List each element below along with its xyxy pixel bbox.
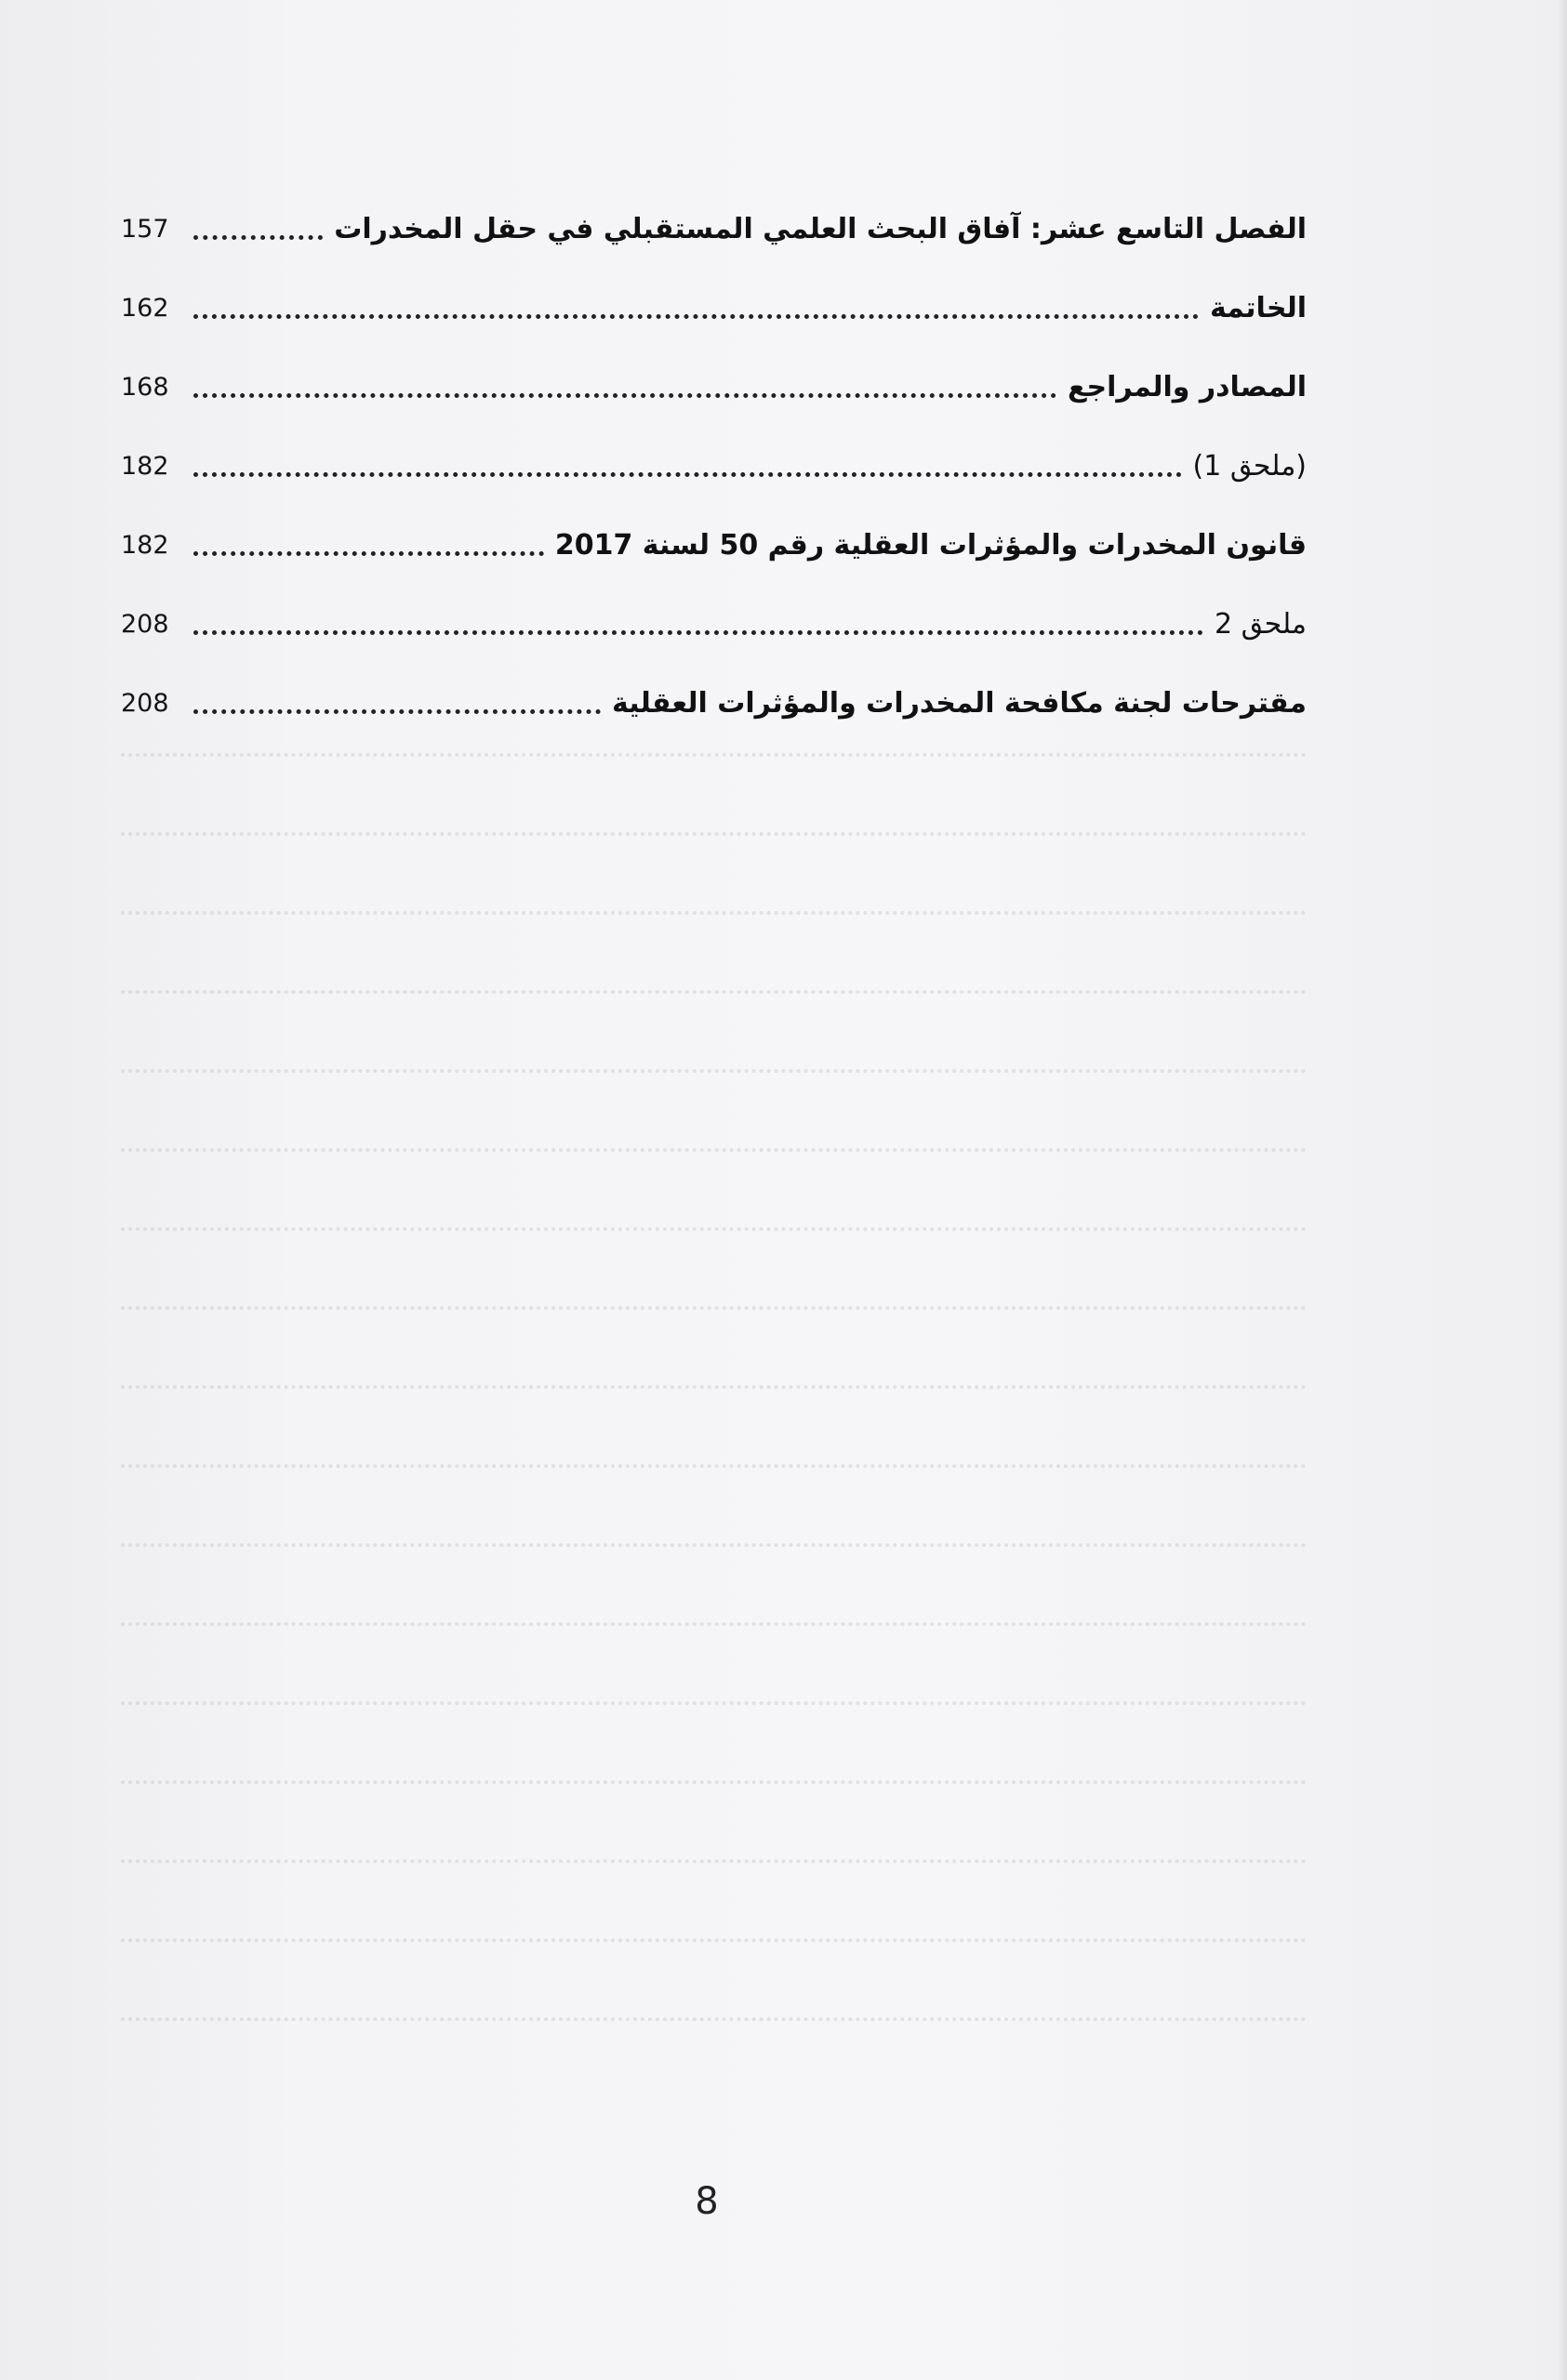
toc-page-number: 182	[121, 531, 169, 560]
ghost-line	[121, 753, 1307, 757]
toc-entry	[121, 643, 1307, 722]
ghost-line	[121, 990, 1307, 994]
ghost-line	[121, 1385, 1307, 1389]
toc-entry-title: (ملحق 1)	[1192, 450, 1307, 483]
ghost-line	[121, 1464, 1307, 1468]
toc-entry-title: مقترحات لجنة مكافحة المخدرات والمؤثرات العقلية	[612, 687, 1307, 720]
toc-leader-dots	[193, 630, 1203, 635]
toc-entry	[121, 406, 1307, 485]
toc-leader-dots	[193, 314, 1199, 319]
toc-entry-title: الخاتمة	[1209, 292, 1307, 324]
toc-page-number: 162	[121, 294, 169, 323]
page-number: 8	[695, 2180, 719, 2223]
toc-entry-title: المصادر والمراجع	[1068, 371, 1307, 403]
toc-entry	[121, 169, 1307, 248]
toc-entry	[121, 327, 1307, 406]
ghost-line	[121, 1543, 1307, 1547]
ghost-line	[121, 1938, 1307, 1942]
ghost-line	[121, 1859, 1307, 1863]
toc-entry-title: الفصل التاسع عشر: آفاق البحث العلمي المستقبلي في حقل المخدرات	[334, 213, 1307, 245]
table-of-contents	[121, 169, 1307, 722]
toc-entry	[121, 564, 1307, 643]
toc-page-number: 208	[121, 610, 169, 639]
toc-page-number: 168	[121, 373, 169, 402]
toc-entry-title: قانون المخدرات والمؤثرات العقلية رقم 50 لسنة 2017	[554, 529, 1307, 562]
ghost-line	[121, 1780, 1307, 1784]
ghost-line	[121, 1148, 1307, 1152]
toc-page-number: 157	[121, 215, 169, 244]
toc-leader-dots	[193, 551, 544, 556]
ghost-line	[121, 1306, 1307, 1310]
toc-leader-dots	[193, 709, 601, 714]
toc-page-number: 182	[121, 452, 169, 481]
toc-entry-title: ملحق 2	[1214, 608, 1307, 641]
toc-page-number: 208	[121, 689, 169, 718]
show-through-from-reverse	[121, 716, 1307, 2110]
ghost-line	[121, 2017, 1307, 2021]
ghost-line	[121, 832, 1307, 836]
toc-leader-dots	[193, 235, 323, 240]
ghost-line	[121, 911, 1307, 915]
toc-leader-dots	[193, 393, 1056, 398]
page-edge-shadow	[1558, 0, 1567, 2380]
ghost-line	[121, 1227, 1307, 1231]
toc-leader-dots	[193, 472, 1182, 477]
ghost-line	[121, 1701, 1307, 1705]
ghost-line	[121, 1069, 1307, 1073]
ghost-line	[121, 1622, 1307, 1626]
toc-entry	[121, 485, 1307, 564]
toc-entry	[121, 248, 1307, 327]
